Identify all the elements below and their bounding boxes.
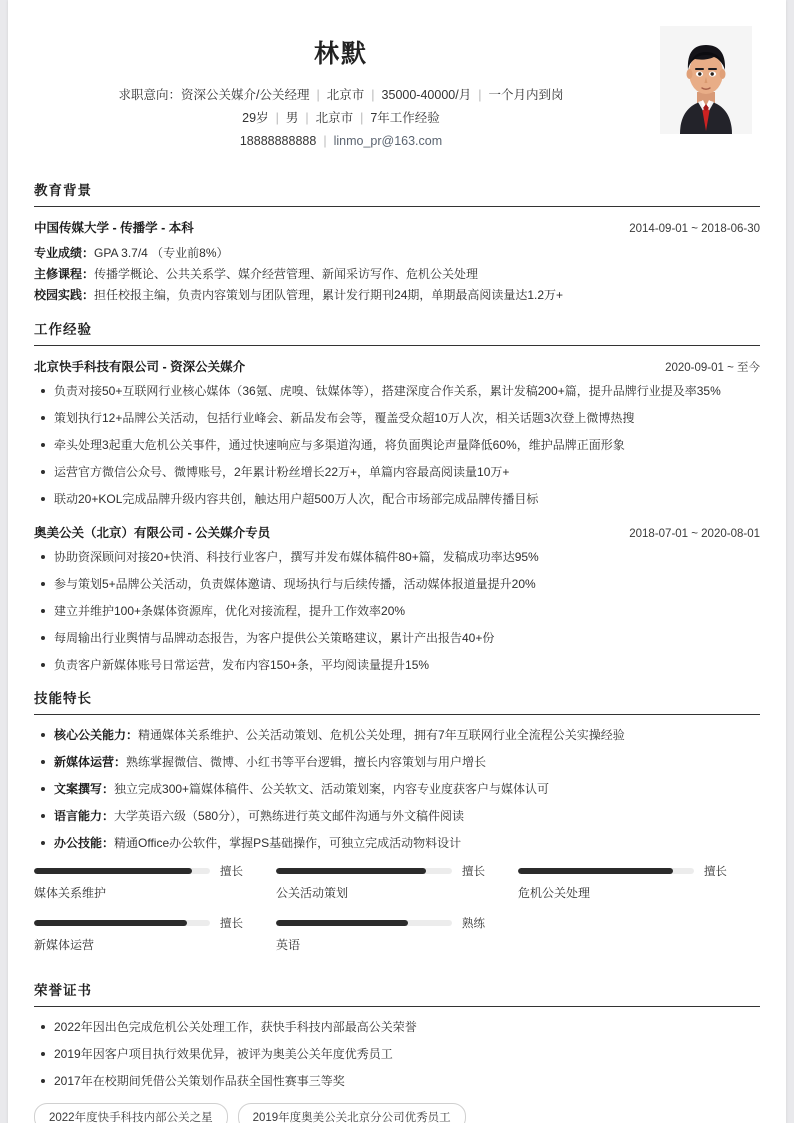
skill-bar-row [34, 915, 258, 931]
section-divider [34, 345, 760, 346]
divider-icon: | [316, 88, 320, 102]
list-item: 负责客户新媒体账号日常运营，发布内容150+条，平均阅读量提升15% [34, 656, 760, 675]
list-item: 联动20+KOL完成品牌升级内容共创，触达用户超500万人次，配合市场部完成品牌传播目标 [34, 490, 760, 509]
honor-tag-row [34, 1103, 760, 1123]
divider-icon: | [275, 111, 279, 125]
education-date: 2014-09-01 ~ 2018-06-30 [629, 223, 760, 235]
education-detail [34, 285, 760, 306]
job-intent-salary: 35000-40000/月 [381, 88, 472, 102]
education-detail [34, 264, 760, 285]
section-divider [34, 714, 760, 715]
skill-bar-track [276, 920, 452, 926]
skill-text: 独立完成300+篇媒体稿件、公关软文、活动策划案，内容专业度获客户与媒体认可 [114, 782, 550, 796]
resume-sheet [8, 0, 786, 1123]
skill-name-label: 公关活动策划 [275, 886, 348, 900]
section-divider [34, 206, 760, 207]
skill-name-label: 英语 [275, 938, 300, 952]
education-detail-label: 主修课程： [34, 267, 95, 281]
work-entry [34, 357, 760, 509]
skill-label: 办公技能： [54, 836, 115, 850]
divider-icon: | [323, 134, 327, 148]
skill-label: 核心公关能力： [54, 728, 139, 742]
skill-level-label: 擅长 [461, 866, 485, 878]
skill-name-label: 媒体关系维护 [34, 886, 107, 900]
section-title-skills: 技能特长 [34, 691, 92, 706]
personal-gender: 男 [285, 111, 299, 125]
list-item: 策划执行12+品牌公关活动，包括行业峰会、新品发布会等，覆盖受众超10万人次，相关话题3次登上微博热搜 [34, 409, 760, 428]
list-item: 2019年因客户项目执行效果优异，被评为奥美公关年度优秀员工 [34, 1045, 760, 1064]
work-date: 2018-07-01 ~ 2020-08-01 [629, 528, 760, 540]
section-title-work: 工作经验 [34, 322, 92, 337]
section-education [34, 179, 760, 306]
education-entry [34, 218, 760, 306]
skill-text: 精通Office办公软件，掌握PS基础操作，可独立完成活动物料设计 [114, 836, 462, 850]
education-entry-head [34, 218, 760, 236]
education-detail-label: 校园实践： [34, 288, 95, 302]
skill-bar-item [34, 863, 276, 901]
divider-icon: | [478, 88, 482, 102]
candidate-name: 林默 [313, 40, 368, 68]
skill-bar-track [518, 868, 694, 874]
skill-bar-grid [34, 863, 760, 967]
list-item: 每周输出行业舆情与品牌动态报告，为客户提供公关策略建议，累计产出报告40+份 [34, 629, 760, 648]
job-intent-line [34, 84, 648, 107]
list-item [34, 780, 760, 799]
work-bullet-list [34, 382, 760, 509]
skill-level-label: 擅长 [220, 918, 243, 930]
list-item: 牵头处理3起重大危机公关事件，通过快速响应与多渠道沟通，将负面舆论声量降低60%，维护品牌正面形象 [34, 436, 760, 455]
section-honors [34, 979, 760, 1123]
work-entry-head [34, 357, 760, 375]
job-intent-city: 北京市 [326, 88, 365, 102]
education-detail-text: 传播学概论、公共关系学、媒介经营管理、新闻采访写作、危机公关处理 [94, 267, 479, 281]
skill-label: 文案撰写： [54, 782, 115, 796]
divider-icon: | [371, 88, 375, 102]
section-work-experience [34, 318, 760, 675]
skill-bar-fill [34, 868, 192, 874]
skill-bar-track [34, 868, 210, 874]
section-skills [34, 687, 760, 967]
skill-bar-spacer [518, 915, 760, 953]
skill-bar-fill [518, 868, 673, 874]
work-company: 奥美公关（北京）有限公司 - 公关媒介专员 [34, 526, 271, 540]
personal-city: 北京市 [315, 111, 354, 125]
skill-name-label: 危机公关处理 [517, 886, 590, 900]
skill-bar-track [34, 920, 210, 926]
divider-icon: | [360, 111, 364, 125]
list-item [34, 726, 760, 745]
skill-bar-fill [276, 920, 408, 926]
education-detail-label: 专业成绩： [34, 246, 95, 260]
avatar-portrait-icon [660, 26, 752, 134]
list-item [34, 834, 760, 853]
education-detail-text: 担任校报主编，负责内容策划与团队管理，累计发行期刊24期，单期最高阅读量达1.2万+ [94, 288, 564, 302]
skill-level-label: 熟练 [461, 918, 485, 930]
skill-bar-item [276, 915, 518, 953]
personal-experience: 7年工作经验 [370, 111, 440, 125]
skill-bar-item [518, 863, 760, 901]
section-divider [34, 1006, 760, 1007]
skill-bar-row [276, 863, 500, 879]
education-school: 中国传媒大学 - 传播学 - 本科 [34, 221, 194, 235]
work-bullet-list [34, 548, 760, 675]
education-detail-text: GPA 3.7/4 （专业前8%） [94, 246, 229, 260]
contact-phone: 18888888888 [239, 134, 317, 148]
list-item [34, 753, 760, 772]
skills-bullet-list [34, 726, 760, 853]
work-entry [34, 523, 760, 675]
skill-bar-item [276, 863, 518, 901]
divider-icon: | [305, 111, 309, 125]
list-item: 负责对接50+互联网行业核心媒体（36氪、虎嗅、钛媒体等），搭建深度合作关系，累计发稿200+篇，提升品牌行业提及率35% [34, 382, 760, 401]
list-item: 2017年在校期间凭借公关策划作品获全国性赛事三等奖 [34, 1072, 760, 1091]
education-detail [34, 243, 760, 264]
job-intent-position: 资深公关媒介/公关经理 [181, 88, 310, 102]
skill-bar-item [34, 915, 276, 953]
resume-header [34, 20, 760, 167]
honors-bullet-list [34, 1018, 760, 1091]
work-date: 2020-09-01 ~ 至今 [665, 362, 760, 374]
personal-info-line [34, 107, 648, 130]
header-text-block [34, 26, 648, 153]
job-intent-availability: 一个月内到岗 [488, 88, 564, 102]
list-item: 2022年因出色完成危机公关处理工作，获快手科技内部最高公关荣誉 [34, 1018, 760, 1037]
skill-level-label: 擅长 [220, 866, 243, 878]
job-intent-label: 求职意向： [118, 88, 182, 102]
work-entry-head [34, 523, 760, 541]
skill-bar-row [276, 915, 500, 931]
skill-bar-fill [276, 868, 426, 874]
avatar [660, 26, 752, 134]
personal-age: 29岁 [242, 111, 269, 125]
contact-line [34, 130, 648, 153]
list-item: 协助资深顾问对接20+快消、科技行业客户，撰写并发布媒体稿件80+篇，发稿成功率达95% [34, 548, 760, 567]
skill-text: 精通媒体关系维护、公关活动策划、危机公关处理，拥有7年互联网行业全流程公关实操经验 [138, 728, 625, 742]
list-item: 运营官方微信公众号、微博账号，2年累计粉丝增长22万+，单篇内容最高阅读量10万+ [34, 463, 760, 482]
skill-name-label: 新媒体运营 [34, 938, 95, 952]
section-title-education: 教育背景 [34, 183, 92, 198]
skill-label: 新媒体运营： [54, 755, 127, 769]
list-item [34, 807, 760, 826]
skill-text: 熟练掌握微信、微博、小红书等平台逻辑，擅长内容策划与用户增长 [126, 755, 487, 769]
skill-bar-track [276, 868, 452, 874]
skill-bar-row [518, 863, 742, 879]
skill-bar-row [34, 863, 258, 879]
skill-level-label: 擅长 [703, 866, 727, 878]
honor-tag[interactable]: 2019年度奥美公关北京分公司优秀员工 [238, 1103, 466, 1123]
list-item: 参与策划5+品牌公关活动，负责媒体邀请、现场执行与后续传播，活动媒体报道量提升20% [34, 575, 760, 594]
skill-label: 语言能力： [54, 809, 115, 823]
list-item: 建立并维护100+条媒体资源库，优化对接流程，提升工作效率20% [34, 602, 760, 621]
contact-email[interactable]: linmo_pr@163.com [333, 134, 443, 148]
skill-bar-fill [34, 920, 187, 926]
section-title-honors: 荣誉证书 [34, 983, 92, 998]
work-company: 北京快手科技有限公司 - 资深公关媒介 [34, 360, 246, 374]
honor-tag[interactable]: 2022年度快手科技内部公关之星 [34, 1103, 228, 1123]
skill-text: 大学英语六级（580分），可熟练进行英文邮件沟通与外文稿件阅读 [114, 809, 465, 823]
